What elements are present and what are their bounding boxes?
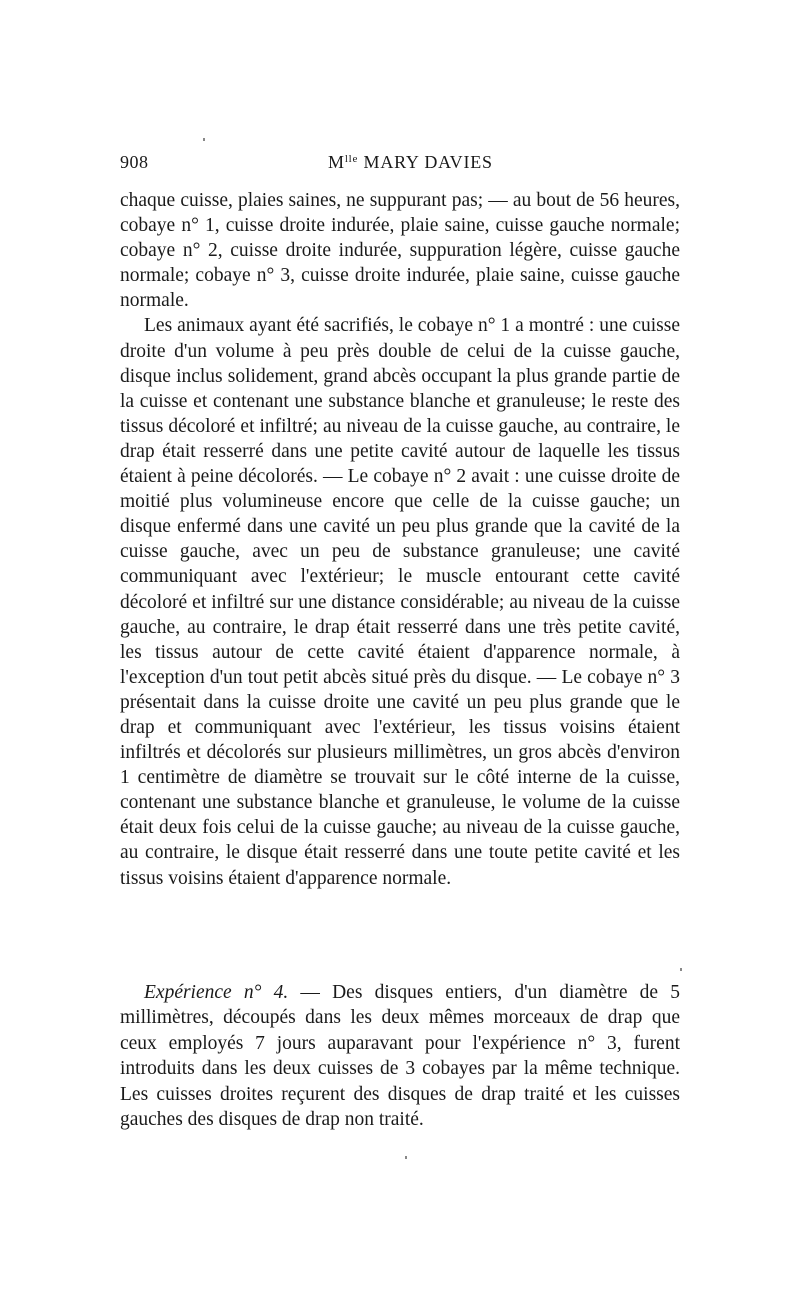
page-header bbox=[120, 152, 680, 178]
paragraph-autopsy-results: Les animaux ayant été sacrifiés, le cobaye n° 1 a montré : une cuisse droite d'un volume à peu près double de celui de la cuisse gauche, disque inclus solidement, grand abcès occupant la plus grande partie de la cuisse et contenant une substance blanche et granuleuse; le reste des tissus décoloré et infiltré; au niveau de la cuisse gauche, au contraire, le drap était resserré dans une petite cavité autour de laquelle les tissus étaient à peine décolorés. — Le cobaye n° 2 avait : une cuisse droite de moitié plus volumineuse encore que celle de la cuisse gauche; un disque enfermé dans une cavité un peu plus grande que la cavité de la cuisse gauche, avec un peu de substance granuleuse; une cavité communiquant avec l'extérieur; le muscle entourant cette cavité décoloré et infiltré sur une distance considérable; au niveau de la cuisse gauche, au contraire, le drap était resserré dans une très petite cavité, les tissus autour de cette cavité étaient d'apparence normale, à l'exception d'un tout petit abcès situé près du disque. — Le cobaye n° 3 présentait dans la cuisse droite une cavité un peu plus grande que le drap et communiquant avec l'extérieur, les tissus voisins étaient infiltrés et décolorés sur plusieurs millimètres, un gros abcès d'environ 1 centimètre de diamètre se trouvait sur le côté interne de la cuisse, contenant une substance blanche et granuleuse, le volume de la cuisse était deux fois celui de la cuisse gauche; au niveau de la cuisse gauche, au contraire, le disque était resserré dans une toute petite cavité et les tissus voisins étaient d'apparence normale. bbox=[120, 315, 680, 889]
running-head bbox=[328, 152, 493, 173]
experiment-label: Expérience n° 4. bbox=[144, 982, 289, 1003]
paragraph-continuation: chaque cuisse, plaies saines, ne suppurant pas; — au bout de 56 heures, cobaye n° 1, cuisse droite indurée, plaie saine, cuisse gauche normale; cobaye n° 2, cuisse droite indurée, suppuration légère, cuisse gauche normale; cobaye n° 3, cuisse droite indurée, plaie saine, cuisse gauche normale. bbox=[120, 190, 680, 312]
author-name: MARY DAVIES bbox=[358, 152, 493, 172]
scan-speck bbox=[203, 138, 205, 141]
scan-speck bbox=[405, 1156, 407, 1159]
author-title-superscript: lle bbox=[344, 153, 359, 165]
page-number: 908 bbox=[120, 152, 149, 172]
scan-speck bbox=[680, 968, 682, 971]
body-text bbox=[120, 188, 680, 891]
author-prefix: M bbox=[328, 152, 345, 172]
experiment-text: — Des disques entiers, d'un diamètre de 5 millimètres, découpés dans les deux mêmes morceaux de drap que ceux employés 7 jours auparavant pour l'expérience n° 3, furent introduits dans les deux cuisses de 3 cobayes par la même technique. Les cuisses droites reçurent des disques de drap traité et les cuisses gauches des disques de drap non traité. bbox=[120, 982, 680, 1131]
experiment-paragraph bbox=[120, 980, 680, 1132]
experiment-section bbox=[120, 980, 680, 1132]
